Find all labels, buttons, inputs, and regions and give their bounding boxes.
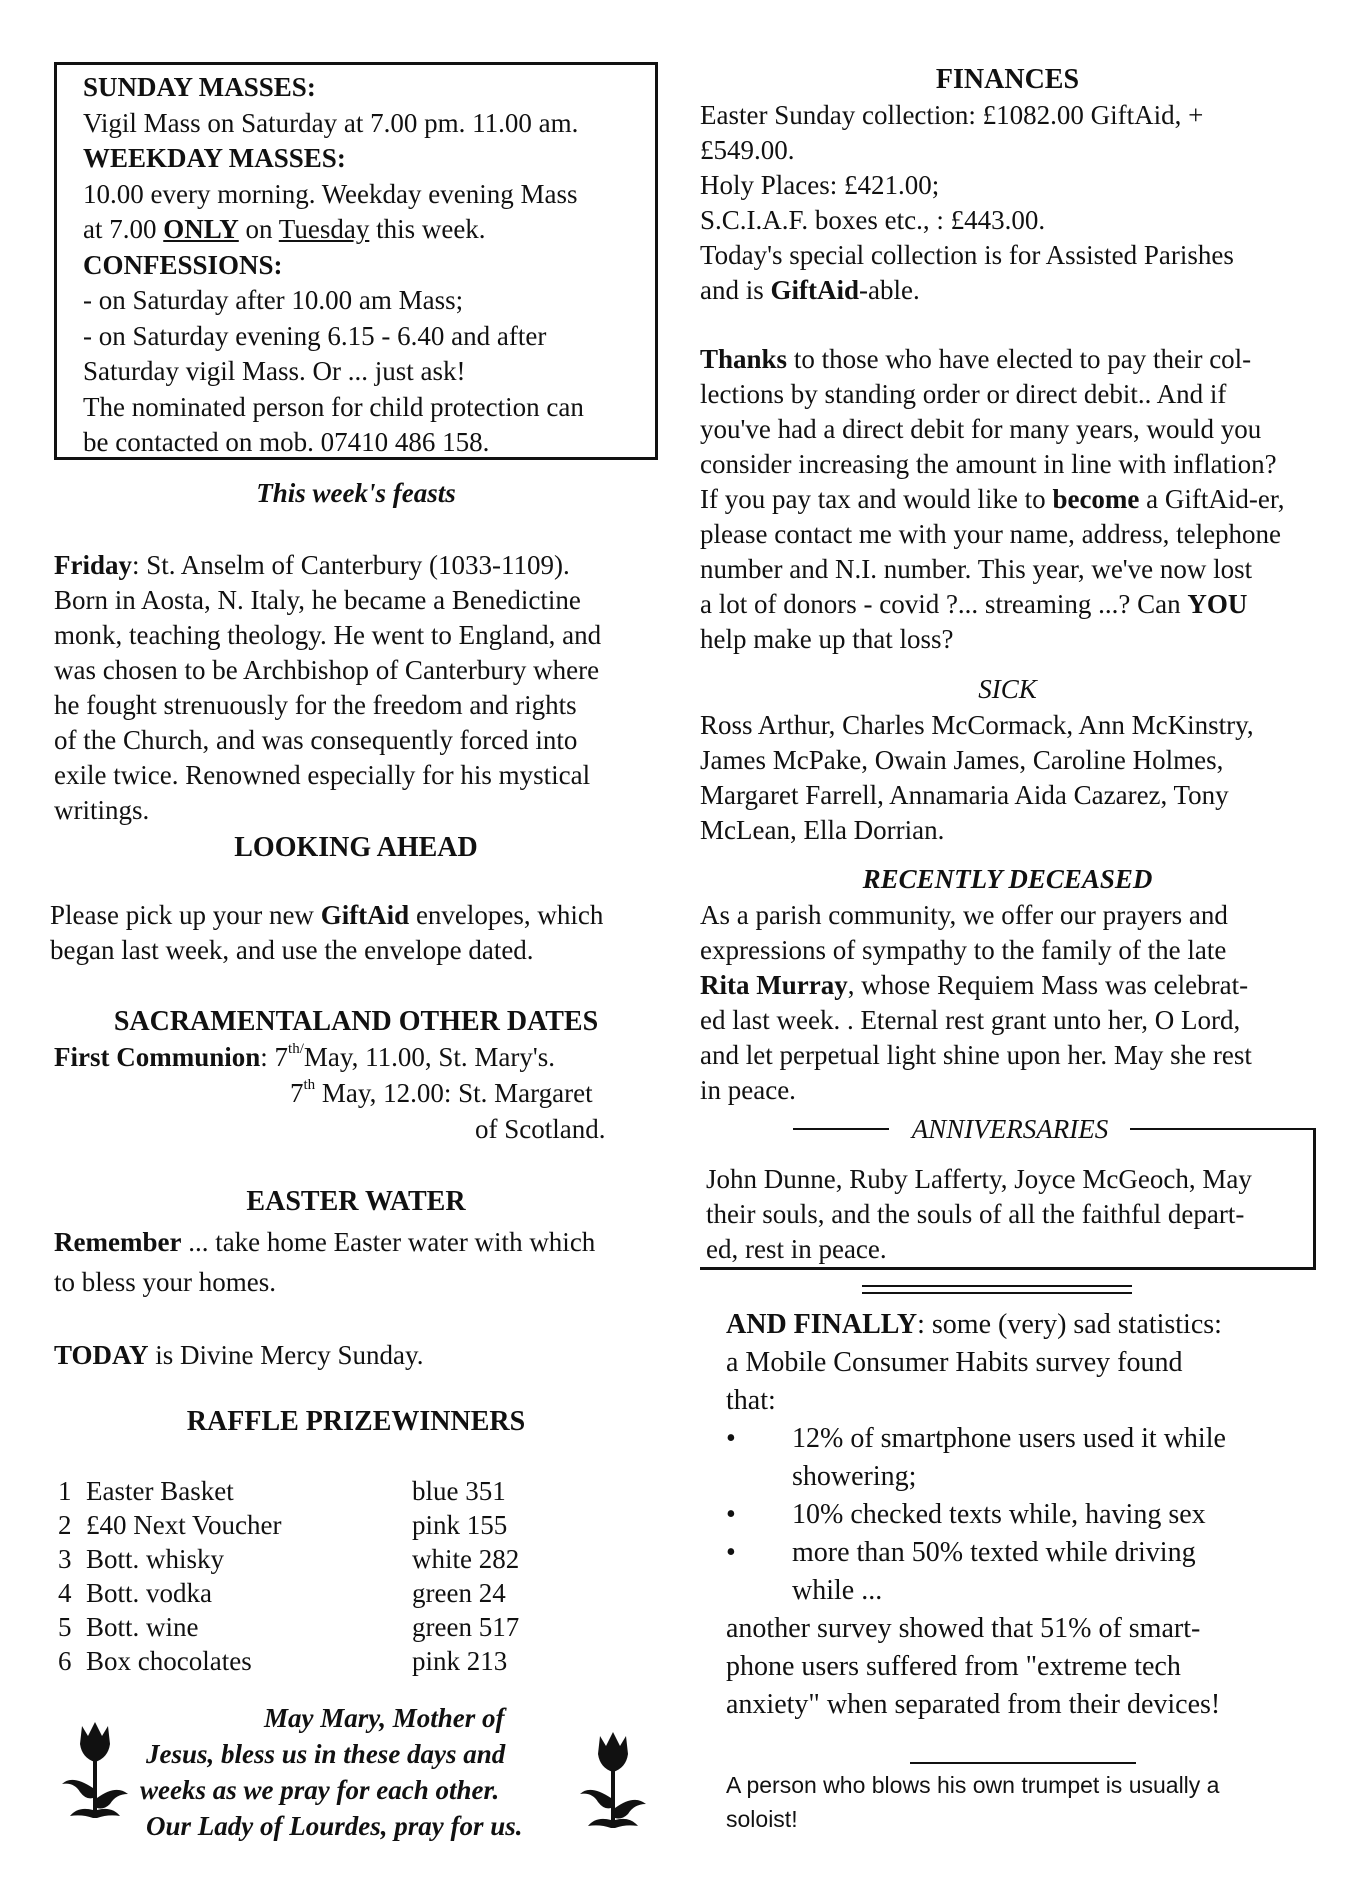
easter-water-heading: EASTER WATER — [246, 1186, 466, 1217]
sick-list: Ross Arthur, Charles McCormack, Ann McKinstry, James McPake, Owain James, Caroline Holmes, Margaret Farrell, Annamaria Aida Cazarez, Tony McLean, Ella Dorrian. — [700, 710, 1254, 845]
recently-deceased-body: As a parish community, we offer our prayers and expressions of sympathy to the family of the late Rita Murray, whose Requiem Mass was celebrat- ed last week. . Eternal rest grant unto her, O Lord, and let perpetual light shine upon her. May she rest in peace. — [700, 900, 1252, 1105]
section-separator — [862, 1285, 1132, 1294]
looking-ahead-heading: LOOKING AHEAD — [234, 832, 478, 863]
weekday-evening-text: at 7.00 ONLY on Tuesday this week. — [83, 214, 486, 244]
child-protection-line-1: The nominated person for child protection can — [83, 391, 584, 422]
confessions-line-3: Saturday vigil Mass. Or ... just ask! — [83, 356, 466, 386]
weekday-mass-text: 10.00 every morning. Weekday evening Mass — [83, 178, 578, 209]
finances-body: Easter Sunday collection: £1082.00 GiftAid, + £549.00. Holy Places: £421.00; S.C.I.A.F. boxes etc., : £443.00. Today's special collection is for Assisted Parishes and is GiftAid-able. — [700, 100, 1234, 305]
tulip-ornament-left-icon — [58, 1718, 132, 1822]
feasts-title: This week's feasts — [256, 478, 456, 508]
anniversaries-heading: ANNIVERSARIES — [911, 1114, 1109, 1144]
thanks-paragraph: Thanks to those who have elected to pay their col- lections by standing order or direct debit.. And if you've had a direct debit for many years, would you consider increasing the amount in line with inflation? If you pay tax and would like to become a GiftAid-er, please contact me with your name, address, telephone number and N.I. number. This year, we've now lost a lot of donors - covid ?... streaming ...? Can YOU help make up that loss? — [700, 344, 1285, 654]
looking-ahead-body: Please pick up your new GiftAid envelopes, which began last week, and use the envelope dated. — [50, 900, 604, 965]
list-item: • more than 50% texted while driving while ... — [726, 1537, 1196, 1606]
confessions-line-1: - on Saturday after 10.00 am Mass; — [83, 285, 464, 315]
first-communion-line-2: 7th May, 12.00: St. Margaret — [290, 1077, 593, 1108]
feast-line: Friday: St. Anselm of Canterbury (1033-1109). — [54, 550, 570, 580]
feast-line: he fought strenuously for the freedom and rights — [54, 690, 577, 720]
recently-deceased-heading: RECENTLY DECEASED — [862, 864, 1153, 894]
raffle-row: 1 Easter Basket blue 351 — [58, 1476, 506, 1506]
confessions-line-2: - on Saturday evening 6.15 - 6.40 and after — [83, 320, 547, 351]
first-communion-line-1: First Communion: $7^{th/}May$, 11.00, St. Mary's. — [54, 1041, 555, 1072]
raffle-table — [58, 1474, 638, 1684]
feast-line: was chosen to be Archbishop of Canterbury where — [54, 655, 600, 685]
closing-joke: A person who blows his own trumpet is usually a soloist! — [726, 1772, 1220, 1832]
feast-line: Born in Aosta, N. Italy, he became a Benedictine — [54, 585, 581, 615]
feast-line: exile twice. Renowned especially for his mystical — [54, 760, 591, 790]
finances-heading: FINANCES — [935, 64, 1080, 95]
anniversaries-rule-right — [1130, 1128, 1316, 1130]
sunday-masses-heading: SUNDAY MASSES: — [83, 72, 316, 102]
today-note: TODAY is Divine Mercy Sunday. — [54, 1340, 424, 1370]
feast-line: of the Church, and was consequently forced into — [54, 725, 578, 755]
list-item: • 12% of smartphone users used it while showering; — [726, 1423, 1226, 1492]
feast-line: writings. — [54, 795, 150, 825]
easter-water-body: Remember ... take home Easter water with which to bless your homes. — [54, 1227, 596, 1297]
and-finally-section: AND FINALLY: some (very) sad statistics: a Mobile Consumer Habits survey found that: • 12% of smartphone users used it while showering; • 10% checked texts while, having sex • more than 50% texted while driving while ... another survey showed that 51% of smart- phone users suffered from "extreme tech anxiety" when separated from their devices! — [726, 1306, 1326, 1724]
prayer-text: May Mary, Mother of Jesus, bless us in these days and weeks as we pray for each other. Our Lady of Lourdes, pray for us. — [140, 1703, 523, 1841]
confessions-heading: CONFESSIONS: — [83, 249, 283, 280]
raffle-row: 3 Bott. whisky white 282 — [58, 1544, 520, 1574]
anniversaries-body: John Dunne, Ruby Lafferty, Joyce McGeoch, May their souls, and the souls of all the faithful depart- ed, rest in peace. — [706, 1164, 1252, 1264]
raffle-row: 4 Bott. vodka green 24 — [58, 1578, 506, 1608]
vigil-mass-text: Vigil Mass on Saturday at 7.00 pm. 11.00 am. — [83, 107, 579, 138]
first-communion-line-3: of Scotland. — [475, 1114, 606, 1144]
anniversaries-rule-left — [793, 1128, 889, 1130]
sick-heading: SICK — [978, 674, 1037, 704]
raffle-heading: RAFFLE PRIZEWINNERS — [186, 1406, 526, 1437]
feast-line: monk, teaching theology. He went to England, and — [54, 620, 602, 650]
raffle-row: 5 Bott. wine green 517 — [58, 1612, 520, 1642]
list-item: • 10% checked texts while, having sex — [726, 1499, 1206, 1530]
feasts-body — [54, 548, 674, 828]
child-protection-line-2: be contacted on mob. 07410 486 158. — [83, 427, 490, 457]
mass-times-box — [54, 62, 658, 460]
divider — [910, 1762, 1136, 1764]
weekday-masses-heading: WEEKDAY MASSES: — [83, 143, 346, 173]
raffle-row: 6 Box chocolates pink 213 — [58, 1646, 508, 1676]
raffle-row: 2 £40 Next Voucher pink 155 — [58, 1510, 508, 1540]
sacramental-heading: SACRAMENTALAND OTHER DATES — [113, 1006, 599, 1037]
tulip-ornament-right-icon — [576, 1728, 650, 1832]
